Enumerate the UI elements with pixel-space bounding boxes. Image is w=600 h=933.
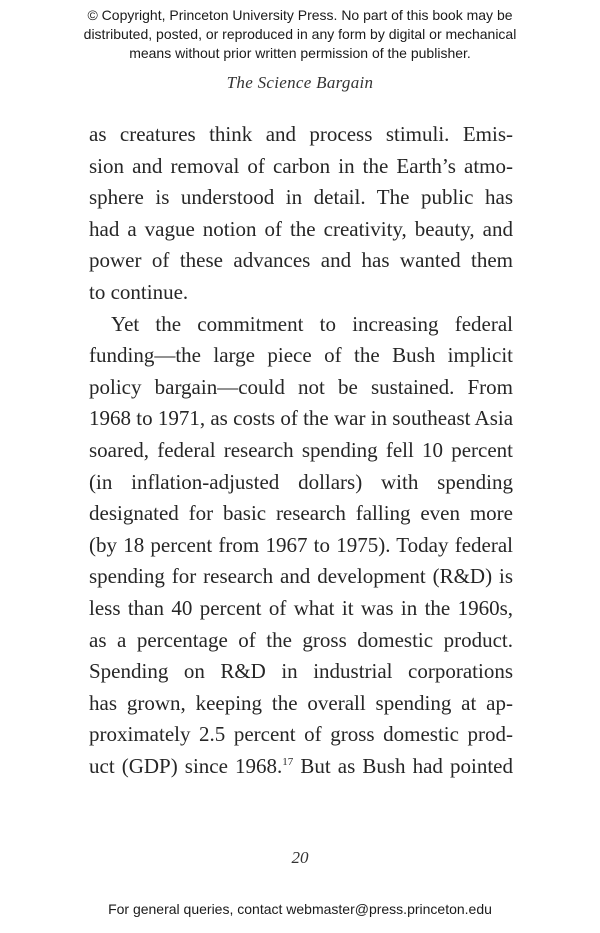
text-line: proximately 2.5 percent of gross domestic prod- [89, 722, 513, 747]
text-line: power of these advances and has wanted them [89, 248, 513, 273]
text-line: policy bargain—could not be sustained. From [89, 374, 513, 399]
text-line: Yet the commitment to increasing federal [111, 311, 513, 336]
text-line: (in inflation-adjusted dollars) with spending [89, 469, 513, 494]
paragraph-1 [89, 119, 513, 309]
copyright-line: distributed, posted, or reproduced in any form by digital or mechanical [83, 26, 517, 42]
text-line: Spending on R&D in industrial corporations [89, 659, 513, 684]
body-text [89, 119, 513, 782]
text-line: had a vague notion of the creativity, beauty, and [89, 216, 513, 241]
copyright-notice [0, 6, 600, 63]
text-line: as creatures think and process stimuli. Emis- [89, 122, 513, 146]
text-line: 1968 to 1971, as costs of the war in southeast Asia [89, 406, 514, 431]
text-line [89, 751, 513, 783]
footnote-reference: 17 [282, 755, 294, 768]
text-line: less than 40 percent of what it was in the 1960s, [89, 595, 513, 620]
text-line: soared, federal research spending fell 10 percent [89, 437, 513, 462]
running-head: The Science Bargain [226, 73, 374, 92]
text-line: has grown, keeping the overall spending at ap- [89, 690, 513, 715]
text-line: sion and removal of carbon in the Earth’s atmo- [89, 153, 513, 178]
contact-footer: For general queries, contact webmaster@press.princeton.edu [108, 901, 492, 917]
text-line: spending for research and development (R&D) is [89, 564, 513, 589]
text-line: funding—the large piece of the Bush implicit [89, 343, 513, 368]
text-fragment: But as Bush had pointed [293, 753, 513, 778]
text-line: designated for basic research falling even more [89, 501, 513, 526]
text-fragment: uct (GDP) since 1968. [89, 753, 283, 778]
paragraph-2 [89, 309, 513, 783]
page-number: 20 [291, 848, 309, 867]
text-line: as a percentage of the gross domestic product. [89, 627, 513, 652]
text-line: to continue. [89, 279, 189, 304]
text-line: sphere is understood in detail. The public has [89, 185, 513, 210]
copyright-line: © Copyright, Princeton University Press. No part of this book may be [87, 7, 513, 23]
copyright-line: means without prior written permission of the publisher. [129, 45, 471, 61]
text-line: (by 18 percent from 1967 to 1975). Today federal [89, 532, 513, 557]
